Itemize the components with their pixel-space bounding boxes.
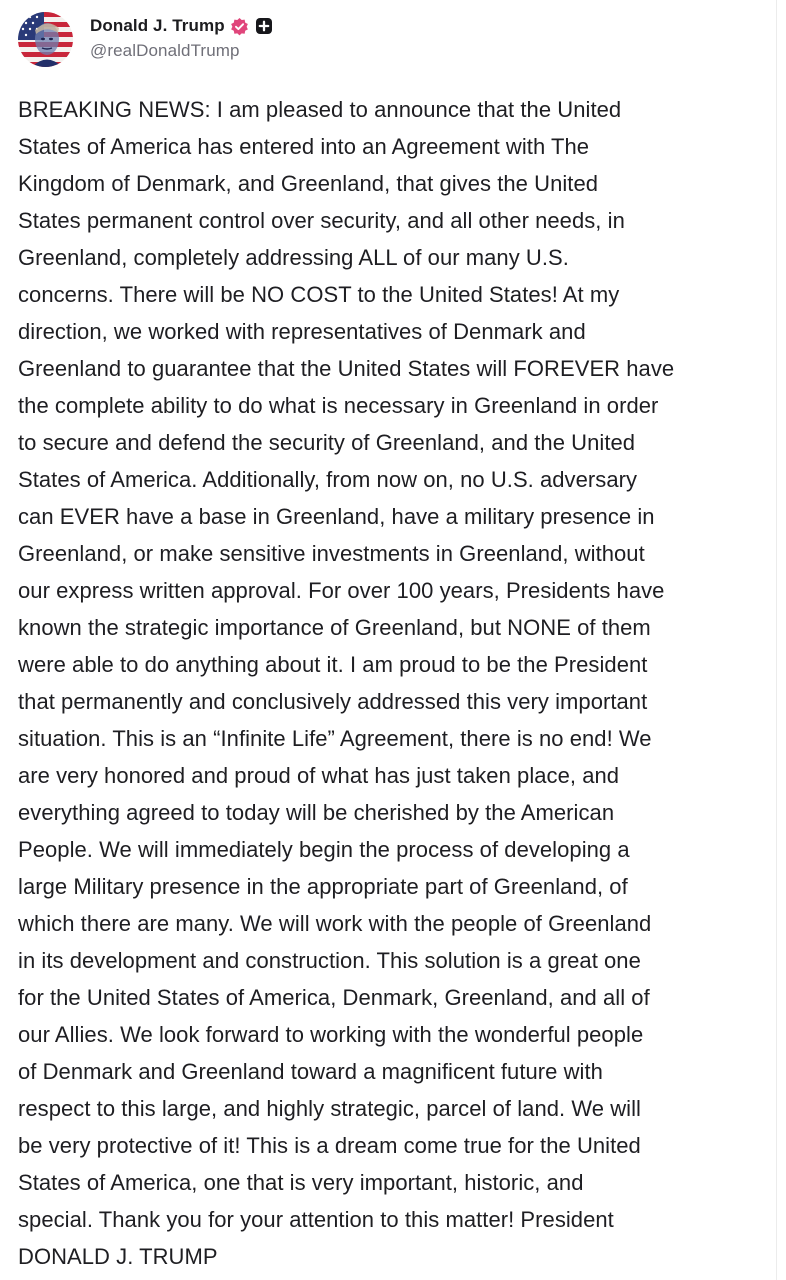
post-text-line: States of America, one that is very important, historic, and (18, 1170, 584, 1195)
post-text-line: which there are many. We will work with the people of Greenland (18, 911, 652, 936)
post-text-line: Greenland, completely addressing ALL of our many U.S. (18, 245, 569, 270)
post-text-line: in its development and construction. This solution is a great one (18, 948, 641, 973)
post-text-line: our Allies. We look forward to working with the wonderful people (18, 1022, 644, 1047)
post-text-line: direction, we worked with representatives of Denmark and (18, 319, 586, 344)
post-body-text (18, 91, 764, 1275)
post-text-line: everything agreed to today will be cherished by the American (18, 800, 615, 825)
post-text-line: the complete ability to do what is necessary in Greenland in order (18, 393, 659, 418)
post-text-line: be very protective of it! This is a dream come true for the United (18, 1133, 641, 1158)
post-text-line: special. Thank you for your attention to this matter! President (18, 1207, 614, 1232)
post-text-line: for the United States of America, Denmark, Greenland, and all of (18, 985, 650, 1010)
post-text-line: BREAKING NEWS: I am pleased to announce that the United (18, 97, 622, 122)
post-text-line: large Military presence in the appropriate part of Greenland, of (18, 874, 628, 899)
post-text-line: concerns. There will be NO COST to the United States! At my (18, 282, 620, 307)
name-row (90, 13, 273, 39)
post-text-line: of Denmark and Greenland toward a magnificent future with (18, 1059, 603, 1084)
post-text-line: States permanent control over security, and all other needs, in (18, 208, 625, 233)
post-text-line: our express written approval. For over 100 years, Presidents have (18, 578, 665, 603)
verified-badge-icon (230, 17, 249, 36)
post-text-line: respect to this large, and highly strategic, parcel of land. We will (18, 1096, 641, 1121)
avatar[interactable] (18, 12, 73, 67)
post-text-line: situation. This is an “Infinite Life” Agreement, there is no end! We (18, 726, 652, 751)
post-text-line: DONALD J. TRUMP (18, 1244, 218, 1269)
post-text-line: People. We will immediately begin the process of developing a (18, 837, 630, 862)
post-text-line: were able to do anything about it. I am proud to be the President (18, 652, 648, 677)
flag-portrait-avatar-icon (18, 12, 73, 67)
post-text-line: known the strategic importance of Greenland, but NONE of them (18, 615, 651, 640)
post-text-line: Greenland to guarantee that the United States will FOREVER have (18, 356, 675, 381)
post-text-line: are very honored and proud of what has just taken place, and (18, 763, 620, 788)
plus-badge-icon (255, 17, 273, 35)
post-text-line: States of America has entered into an Agreement with The (18, 134, 590, 159)
post-text-line: to secure and defend the security of Greenland, and the United (18, 430, 636, 455)
post-header (18, 10, 273, 68)
author-identity (90, 13, 273, 61)
post-text-line: that permanently and conclusively addressed this very important (18, 689, 648, 714)
author-handle[interactable]: @realDonaldTrump (90, 41, 240, 60)
post-text-line: Greenland, or make sensitive investments in Greenland, without (18, 541, 645, 566)
post-text-line: can EVER have a base in Greenland, have a military presence in (18, 504, 655, 529)
author-display-name[interactable]: Donald J. Trump (90, 16, 225, 35)
post-text-line: States of America. Additionally, from now on, no U.S. adversary (18, 467, 638, 492)
post-text-line: Kingdom of Denmark, and Greenland, that gives the United (18, 171, 599, 196)
